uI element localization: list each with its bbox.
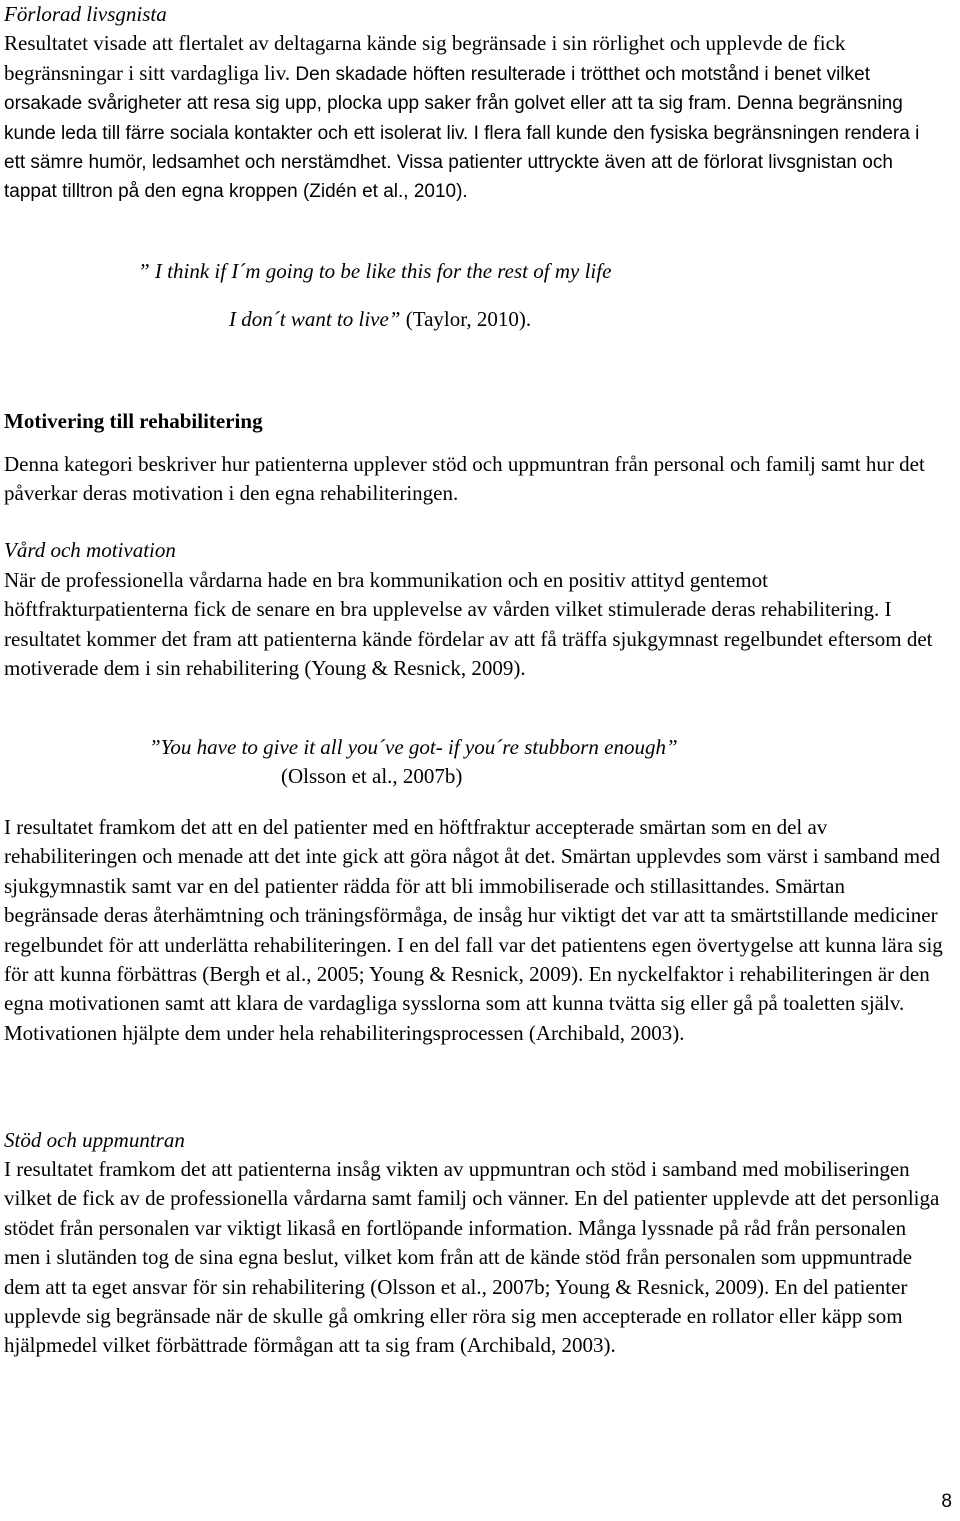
section-heading-care-motivation: Vård och motivation — [4, 538, 176, 562]
paragraph-lost-spark-serif-part: Resultatet visade att flertalet av deltagarna kände sig begränsade i sin rörlighet och upplevde de fick begränsningar i sitt vardagliga liv. — [4, 31, 846, 86]
quote-taylor-citation: (Taylor, 2010). — [400, 307, 532, 331]
paragraph-lost-spark — [4, 29, 944, 206]
paragraph-lost-spark-sans-part: Den skadade höften resulterade i trötthet och motstånd i benet vilket orsakade svårigheter att resa sig upp, plocka upp saker från golvet eller att ta sig fram. Denna begränsning kunde leda till färre sociala kontakter och ett isolerat liv. I flera fall kunde den fysiska begränsningen rendera i ett sämre humör, ledsamhet och nerstämdhet. Vissa patienter uttryckte även att de förlorat livsgnistan och tappat tilltron på den egna kroppen (Zidén et al., 2010). — [4, 64, 920, 203]
quote-olsson-text: ”You have to give it all you´ve got- if you´re stubborn enough” — [149, 735, 678, 759]
page-number: 8 — [941, 1491, 952, 1512]
quote-taylor-line2 — [229, 305, 531, 333]
quote-olsson-line1 — [149, 733, 678, 761]
quote-taylor-text1: ” I think if I´m going to be like this for the rest of my life — [138, 259, 612, 283]
section-heading-support: Stöd och uppmuntran — [4, 1128, 185, 1152]
section-heading-lost-spark: Förlorad livsgnista — [4, 2, 167, 26]
paragraph-care-motivation: När de professionella vårdarna hade en bra kommunikation och en positiv attityd gentemot höftfrakturpatienterna fick de senare en bra upplevelse av vården vilket stimulerade deras rehabilitering. I resultatet kommer det fram att patienterna kände fördelar av att få träffa sjukgymnast regelbundet eftersom det motiverade dem i sin rehabilitering (Young & Resnick, 2009). — [4, 568, 933, 681]
paragraph-pain-rehab: I resultatet framkom det att en del patienter med en höftfraktur accepterade smärtan som en del av rehabiliteringen och menade att det inte gick att göra något åt det. Smärtan upplevdes som värst i samband med sjukgymnastik samt var en del patienter rädda för att bli immobiliserade och stillasittandes. Smärtan begränsade deras återhämtning och träningsförmåga, de insåg hur viktigt det var att ta smärtstillande mediciner regelbundet för att underlätta rehabiliteringen. I en del fall var det patientens egen övertygelse att kunna lära sig för att kunna förbättras (Bergh et al., 2005; Young & Resnick, 2009). En nyckelfaktor i rehabiliteringen är den egna motivationen samt att klara de vardagliga sysslorna som att kunna tvätta sig eller gå på toaletten själv. Motivationen hjälpte dem under hela rehabiliteringsprocessen (Archibald, 2003). — [4, 815, 943, 1045]
quote-taylor-line1 — [138, 257, 611, 285]
paragraph-motivation-intro: Denna kategori beskriver hur patienterna upplever stöd och uppmuntran från personal och familj samt hur det påverkar deras motivation i den egna rehabiliteringen. — [4, 452, 925, 506]
quote-olsson-citation: (Olsson et al., 2007b) — [281, 764, 463, 788]
section-heading-motivation: Motivering till rehabilitering — [4, 409, 263, 433]
paragraph-support: I resultatet framkom det att patienterna insåg vikten av uppmuntran och stöd i samband med mobiliseringen vilket de fick av de professionella vårdarna samt familj och vänner. En del patienter upplevde att det personliga stödet från personalen var viktigt likaså en fortlöpande information. Många lyssnade på råd från personalen men i slutänden tog de sina egna beslut, vilket kom från att de kände stöd från personalen som uppmuntrade dem att ta eget ansvar för sin rehabilitering (Olsson et al., 2007b; Young & Resnick, 2009). En del patienter upplevde sig begränsade när de skulle gå omkring eller röra sig men accepterade en rollator eller käpp som hjälpmedel vilket förbättrade förmågan att ta sig fram (Archibald, 2003). — [4, 1157, 940, 1358]
quote-taylor-text2: I don´t want to live” — [229, 307, 401, 331]
